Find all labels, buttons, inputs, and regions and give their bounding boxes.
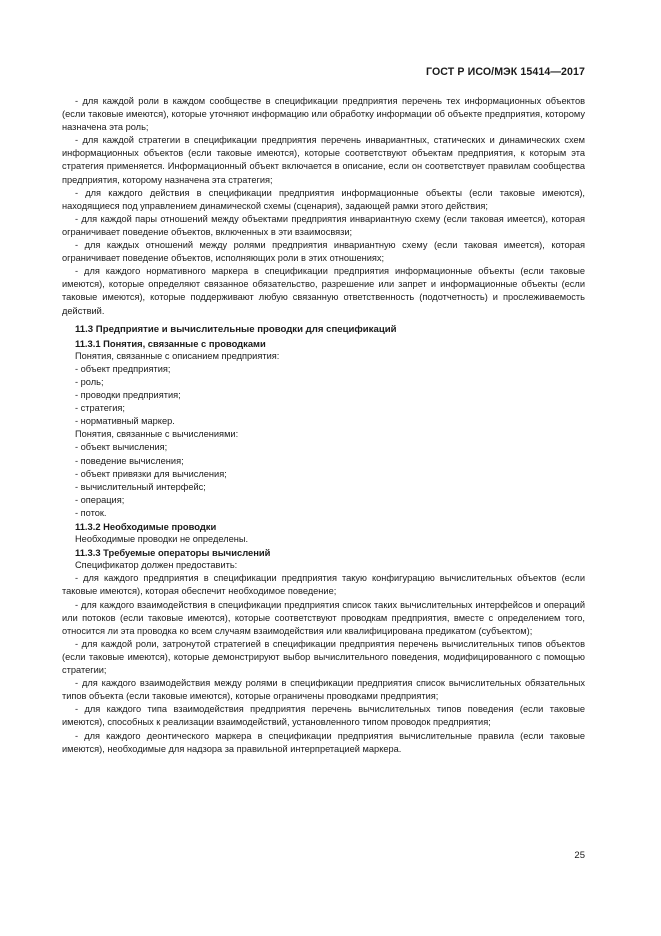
list-item: - объект предприятия;	[75, 363, 171, 374]
list-item: - объект привязки для вычисления;	[75, 468, 227, 479]
list-item: - стратегия;	[75, 403, 125, 414]
paragraph: Необходимые проводки не определены.	[75, 534, 249, 545]
list-item: - вычислительный интерфейс;	[75, 481, 206, 492]
list-item: - операция;	[75, 494, 125, 505]
paragraph: - для каждых отношений между ролями предприятия инвариантную схему (если таковая имеется), которая ограничивает поведение объектов, исполняющих роли в этих отношениях;	[62, 240, 585, 264]
paragraph: - для каждого нормативного маркера в спецификации предприятия информационные объекты (если таковые имеются), которые определяют связанное обязательство, разрешение или запрет и информационные объекты (если таковые имеются), которые поддерживают любую связанную ответственность (подотчетность) и прослеживаемость действий.	[62, 266, 585, 316]
paragraph: - для каждого взаимодействия между ролями в спецификации предприятия список вычислительных обязательных типов объекта (если таковые имеются), которые ограничены проводками предприятия;	[62, 678, 585, 702]
list-item: - объект вычисления;	[75, 442, 168, 453]
page-number: 25	[574, 850, 585, 861]
paragraph: - для каждого типа взаимодействия предприятия перечень вычислительных типов поведения (если таковые имеются), способных к реализации взаимодействий, установленного типом проводок предприятия;	[62, 704, 585, 728]
list-item: - поведение вычисления;	[75, 455, 184, 466]
page-content	[62, 95, 585, 756]
paragraph: - для каждой стратегии в спецификации предприятия перечень инвариантных, статических и динамических схем информационных объектов (если таковые имеются), которые соответствуют объектам предприятия, к которым эта стратегия применяется. Информационный объект включается в описание, если он соответствует правилам сообщества предприятия, которому назначена эта стратегия;	[62, 135, 585, 185]
list-item: - проводки предприятия;	[75, 390, 181, 401]
section-heading-11-3: 11.3 Предприятие и вычислительные проводки для спецификаций	[75, 323, 397, 335]
subsection-heading-11-3-1: 11.3.1 Понятия, связанные с проводками	[75, 337, 266, 349]
paragraph: - для каждой пары отношений между объектами предприятия инвариантную схему (если таковая имеется), которая ограничивает поведение объектов, включенных в эти взаимосвязи;	[62, 213, 585, 237]
paragraph: - для каждой роли, затронутой стратегией в спецификации предприятия перечень вычислительных типов объектов (если таковые имеются), которые демонстрируют выбор вычислительного поведения, модифицированного с помощью стратегии;	[62, 638, 585, 676]
paragraph: - для каждого действия в спецификации предприятия информационные объекты (если таковые имеются), находящиеся под управлением динамической схемы (сценария), задающей рамки этого действия;	[62, 187, 585, 211]
subsection-heading-11-3-2: 11.3.2 Необходимые проводки	[75, 521, 217, 532]
paragraph: - для каждого предприятия в спецификации предприятия такую конфигурацию вычислительных объектов (если таковые имеются), которая обеспечит необходимое поведение;	[62, 573, 585, 597]
paragraph: Понятия, связанные с описанием предприятия:	[75, 350, 280, 361]
list-item: - нормативный маркер.	[75, 416, 175, 427]
list-item: - поток.	[75, 507, 107, 518]
paragraph: - для каждой роли в каждом сообществе в спецификации предприятия перечень тех информационных объектов (если таковые имеются), которые уточняют информацию или обработку информации об объекте предприятия, которому назначена эта роль;	[62, 96, 585, 133]
standard-header: ГОСТ Р ИСО/МЭК 15414—2017	[426, 66, 585, 78]
paragraph: - для каждого деонтического маркера в спецификации предприятия вычислительные правила (если таковые имеются), необходимые для надзора за правильной интерпретацией маркера.	[62, 730, 585, 754]
list-item: - роль;	[75, 376, 104, 387]
paragraph: - для каждого взаимодействия в спецификации предприятия список таких вычислительных интерфейсов и операций или потоков (если таковые имеются), которые соответствуют проводкам предприятия, вместе с определением того, относится ли эта проводка ко всем случаям взаимодействия или квалифицирована предикатом (субъектом);	[62, 599, 585, 636]
subsection-heading-11-3-3: 11.3.3 Требуемые операторы вычислений	[75, 547, 271, 559]
paragraph: Понятия, связанные с вычислениями:	[75, 429, 239, 440]
paragraph: Спецификатор должен предоставить:	[75, 560, 238, 571]
